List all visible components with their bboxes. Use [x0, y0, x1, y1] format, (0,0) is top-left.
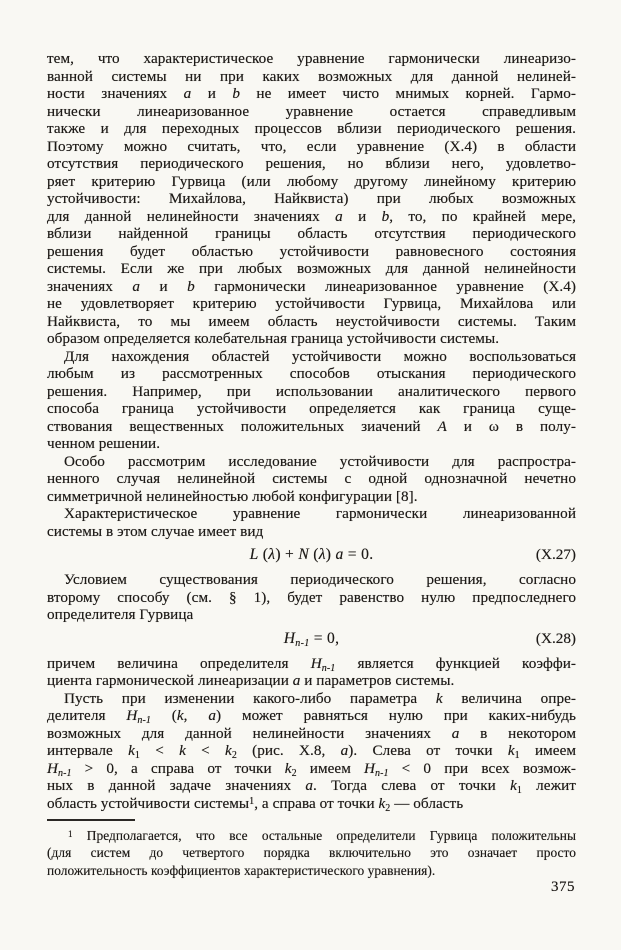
text-line: Характеристическое уравнение гармонически линеаризованной — [64, 505, 576, 522]
equation: $H_{n-1} = 0$, — [283, 629, 340, 649]
text-line: системы в этом случае имеет вид — [47, 522, 264, 540]
text-line: Особо рассмотрим исследование устойчивости для распростра- — [64, 452, 576, 470]
equation-row — [47, 629, 576, 649]
paragraph — [47, 505, 576, 540]
footnote — [47, 827, 576, 880]
text-line: способа граница устойчивости определяется как граница суще- — [47, 400, 576, 417]
text-line: любым из рассмотренных способов отыскания периодического — [47, 365, 576, 382]
text-line: циента гармонической линеаризации a и параметров системы. — [47, 672, 455, 689]
paragraph — [47, 453, 576, 506]
text-line: причем величина определителя $H_{n-1}$ является функцией коэффи- — [47, 654, 576, 674]
text-line: Найквиста, то мы имеем область неустойчивости системы. Таким — [47, 312, 576, 330]
page-body — [47, 50, 576, 879]
text-line: не удовлетворяет критерию устойчивости Гурвица, Михайлова или — [47, 295, 576, 312]
text-line: Условием существования периодического решения, согласно — [64, 571, 576, 588]
equation: L (λ) + N (λ) a = 0. — [249, 546, 374, 563]
text-line: вблизи найденной границы область отсутствия периодического — [47, 225, 576, 242]
footnote-rule — [47, 819, 135, 821]
text-line: решения будет областью устойчивости равновесного состояния — [47, 242, 576, 260]
text-line: ченном решении. — [47, 435, 161, 452]
text-line: $H_{n-1} > 0$, а справа от точки $k_2$ имеем $H_{n-1} < 0$ при всех возмож- — [47, 759, 577, 779]
paragraph — [47, 690, 576, 813]
text-line: симметричной нелинейностью любой конфигурации [8]. — [47, 487, 418, 505]
text-line: нически линеаризованное уравнение остается справедливым — [47, 102, 576, 120]
text-line: (для систем до четвертого порядка включительно это означает просто — [47, 845, 576, 861]
text-line: второму способу (см. § 1), будет равенство нулю предпоследнего — [47, 588, 576, 606]
text-line: решения. Например, при использовании аналитического первого — [47, 382, 576, 400]
text-line: возможных для данной нелинейности значениях a в некотором — [47, 724, 576, 742]
text-line: ности значениях a и b не имеет чисто мнимых корней. Гармо- — [47, 85, 576, 102]
text-line: ствования вещественных положительных зиачений A и ω в полу- — [47, 417, 576, 435]
text-line: отсутствия периодического решения, но вблизи него, удовлетво- — [47, 155, 576, 172]
text-line: тем, что характеристическое уравнение гармонически линеаризо- — [47, 50, 576, 67]
text-line: Для нахождения областей устойчивости можно воспользоваться — [64, 347, 576, 365]
paragraph — [47, 571, 576, 624]
text-line: определителя Гурвица — [47, 606, 194, 623]
paragraph — [47, 348, 576, 453]
text-line: делителя $H_{n-1}$ (k, a) может равняться нулю при каких-нибудь — [47, 707, 576, 726]
text-line: значениях a и b гармонически линеаризованное уравнение (X.4) — [47, 277, 577, 295]
text-line: положительность коэффициентов характеристического уравнения). — [47, 862, 436, 878]
text-line: область устойчивости системы$^1$, а справа от точки $k_2$ — область — [47, 794, 464, 814]
text-line: Поэтому можно считать, что, если уравнение (X.4) в области — [47, 137, 576, 155]
text-line: Пусть при изменении какого-либо параметра k величина опре- — [64, 689, 577, 707]
text-line: ных в данной задаче значениях a. Тогда слева от точки $k_1$ лежит — [47, 777, 576, 796]
paragraph — [47, 655, 576, 690]
text-line: для данной нелинейности значениях a и b, то, по крайней мере, — [47, 207, 576, 225]
equation-number: (X.27) — [535, 546, 576, 563]
text-line: системы. Если же при любых возможных для данной нелинейности — [47, 260, 576, 277]
text-line: $^1$ Предполагается, что все остальные определители Гурвица положительны — [68, 827, 576, 843]
equation-row — [47, 545, 576, 565]
text-line: интервале $k_1 < k < k_2$ (рис. X.8, a). Слева от точки $k_1$ имеем — [47, 742, 577, 761]
text-line: ненного случая нелинейной системы с одной однозначной нечетно — [47, 470, 576, 487]
paragraph — [47, 50, 576, 348]
page-number: 375 — [551, 879, 575, 895]
text-line: устойчивости: Михайлова, Найквиста) при любых возможных — [47, 190, 576, 207]
text-line: ряет критерию Гурвица (или любому другому линейному критерию — [47, 172, 576, 190]
text-line: также и для переходных процессов вблизи периодического решения. — [47, 120, 576, 137]
text-line: ванной системы ни при каких возможных для данной нелиней- — [47, 67, 576, 85]
equation-number: (X.28) — [535, 629, 576, 647]
text-line: образом определяется колебательная граница устойчивости системы. — [47, 330, 500, 347]
